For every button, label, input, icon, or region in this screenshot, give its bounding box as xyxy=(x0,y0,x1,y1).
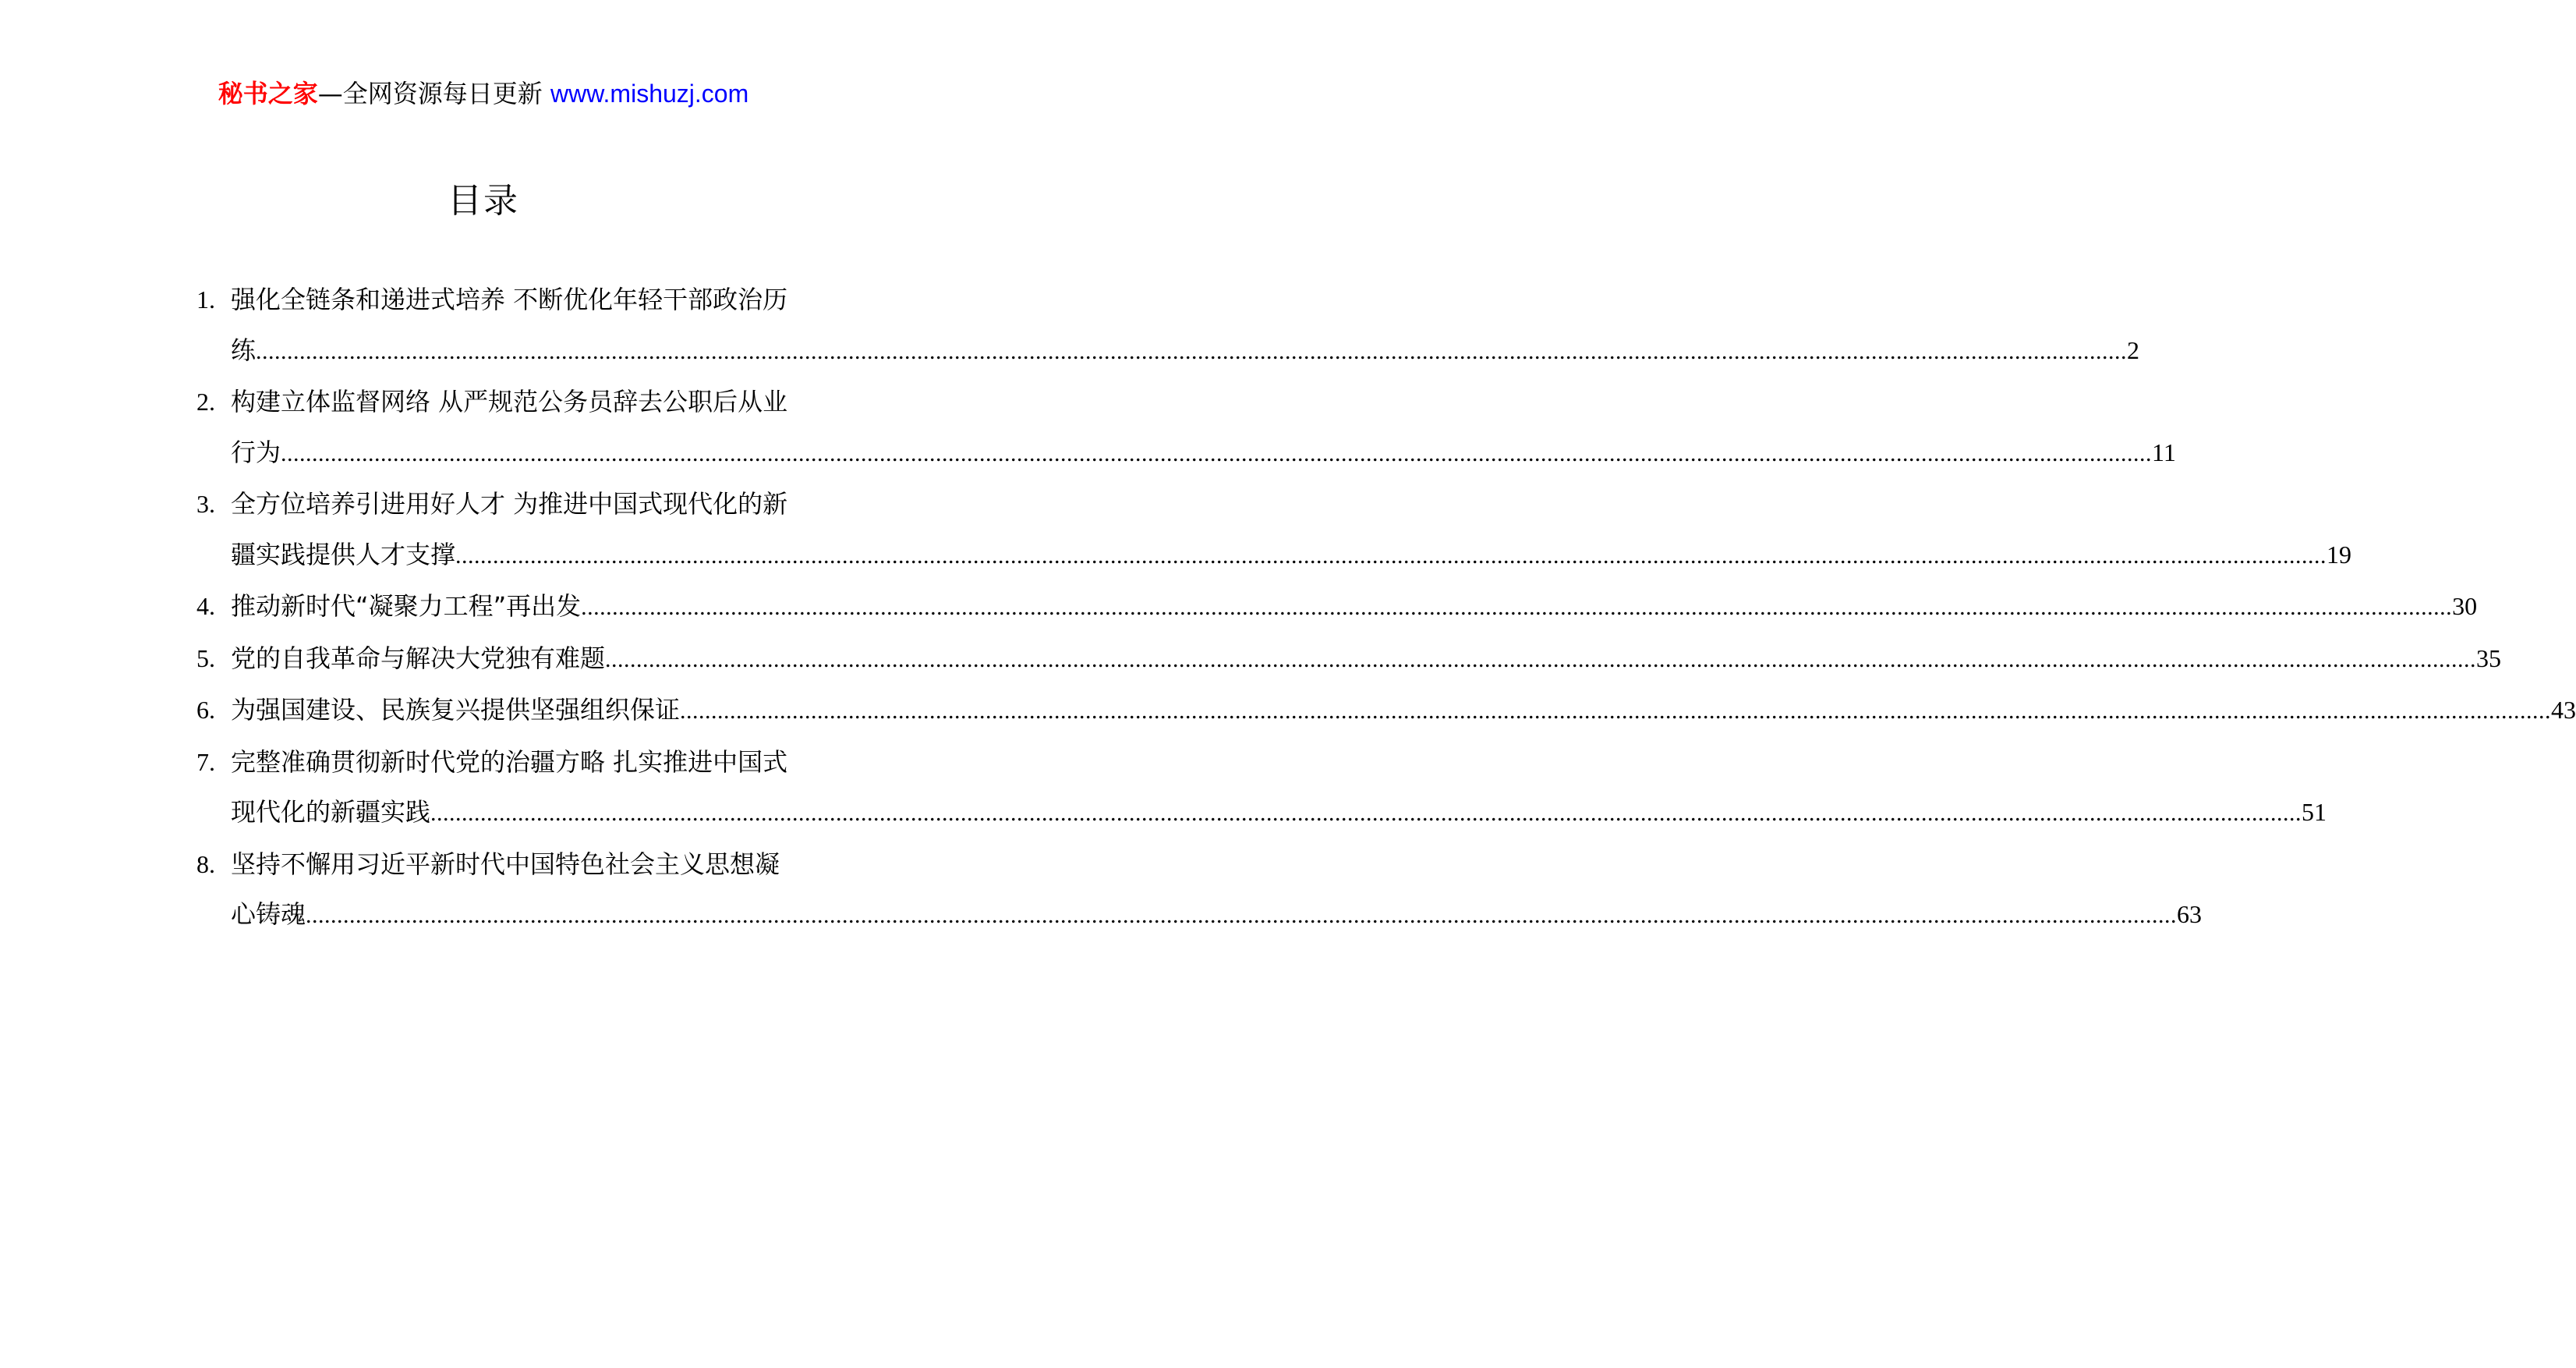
toc-entry-last-line xyxy=(231,685,2576,737)
toc-entry-last-line xyxy=(231,787,2327,839)
dot-leader: ............................................................................................................................................................................................................................................................................................................ xyxy=(306,902,2178,928)
toc-entry-title-line: 完整准确贯彻新时代党的治疆方略 扎实推进中国式 xyxy=(231,746,788,777)
toc-entry-title-line: 构建立体监督网络 从严规范公务员辞去公职后从业 xyxy=(231,387,788,416)
toc-entry[interactable] xyxy=(196,839,2203,941)
toc-entry-number: 5. xyxy=(196,643,215,672)
toc-entry-title-line: 强化全链条和递进式培养 不断优化年轻干部政治历 xyxy=(231,285,788,314)
toc-entry[interactable] xyxy=(196,737,2327,839)
toc-entry-title-end: 现代化的新疆实践 xyxy=(231,797,431,827)
toc-entry[interactable] xyxy=(196,633,2502,686)
toc-entry-last-line xyxy=(231,581,2478,633)
header-brand: 秘书之家 xyxy=(218,79,318,108)
dot-leader: ............................................................................................................................................................................................................................................................................................................ xyxy=(680,698,2552,724)
toc-entry[interactable] xyxy=(196,685,2576,737)
page-header xyxy=(0,76,967,111)
toc-page-number: 2 xyxy=(2127,335,2140,364)
toc-entry-title-end: 党的自我革命与解决大党独有难题 xyxy=(231,643,606,673)
toc-entry-number: 4. xyxy=(196,592,215,620)
toc-entry-number: 1. xyxy=(196,285,215,314)
toc-page-number: 30 xyxy=(2452,592,2478,620)
table-of-contents xyxy=(196,275,2576,941)
toc-page-number: 63 xyxy=(2177,900,2203,928)
toc-page-number: 11 xyxy=(2152,438,2176,466)
toc-entry[interactable] xyxy=(196,377,2176,479)
toc-entry-title-end: 疆实践提供人才支撑 xyxy=(231,539,456,569)
toc-entry-number: 7. xyxy=(196,747,215,776)
dot-leader: ............................................................................................................................................................................................................................................................................................................ xyxy=(581,594,2453,620)
toc-entry-title-end: 练 xyxy=(231,335,257,365)
toc-entry-last-line xyxy=(231,530,2352,582)
toc-entry-number: 8. xyxy=(196,849,215,878)
toc-entry[interactable] xyxy=(196,581,2478,633)
toc-entry-title-line: 全方位培养引进用好人才 为推进中国式现代化的新 xyxy=(231,489,788,519)
toc-page-number: 35 xyxy=(2476,643,2502,672)
toc-entry[interactable] xyxy=(196,479,2352,581)
toc-entry-last-line xyxy=(231,889,2203,941)
toc-entry-title-end: 行为 xyxy=(231,437,281,467)
toc-entry-last-line xyxy=(231,325,2140,377)
dot-leader: ............................................................................................................................................................................................................................................................................................................ xyxy=(430,800,2302,826)
toc-entry-number: 6. xyxy=(196,696,215,724)
toc-page-number: 43 xyxy=(2551,696,2576,724)
dot-leader: ............................................................................................................................................................................................................................................................................................................ xyxy=(605,646,2477,672)
header-site-link[interactable]: www.mishuzj.com xyxy=(550,80,749,108)
dot-leader: ............................................................................................................................................................................................................................................................................................................ xyxy=(455,542,2327,569)
toc-entry-title-end: 为强国建设、民族复兴提供坚强组织保证 xyxy=(231,695,681,725)
dot-leader: ............................................................................................................................................................................................................................................................................................................ xyxy=(281,440,2153,466)
toc-entry-title-line: 坚持不懈用习近平新时代中国特色社会主义思想凝 xyxy=(231,849,780,879)
header-tagline: —全网资源每日更新 xyxy=(317,79,550,108)
toc-entry-title-end: 心铸魂 xyxy=(231,899,306,929)
toc-entry-title-end: 推动新时代“凝聚力工程”再出发 xyxy=(231,591,582,621)
toc-entry-last-line xyxy=(231,633,2502,686)
toc-page-number: 51 xyxy=(2302,798,2327,826)
toc-entry-number: 2. xyxy=(196,388,215,416)
toc-title: 目录 xyxy=(448,181,519,221)
dot-leader: ............................................................................................................................................................................................................................................................................................................ xyxy=(256,338,2128,364)
toc-entry-last-line xyxy=(231,427,2176,480)
toc-entry[interactable] xyxy=(196,275,2140,377)
toc-entry-number: 3. xyxy=(196,490,215,518)
toc-page-number: 19 xyxy=(2327,540,2352,569)
